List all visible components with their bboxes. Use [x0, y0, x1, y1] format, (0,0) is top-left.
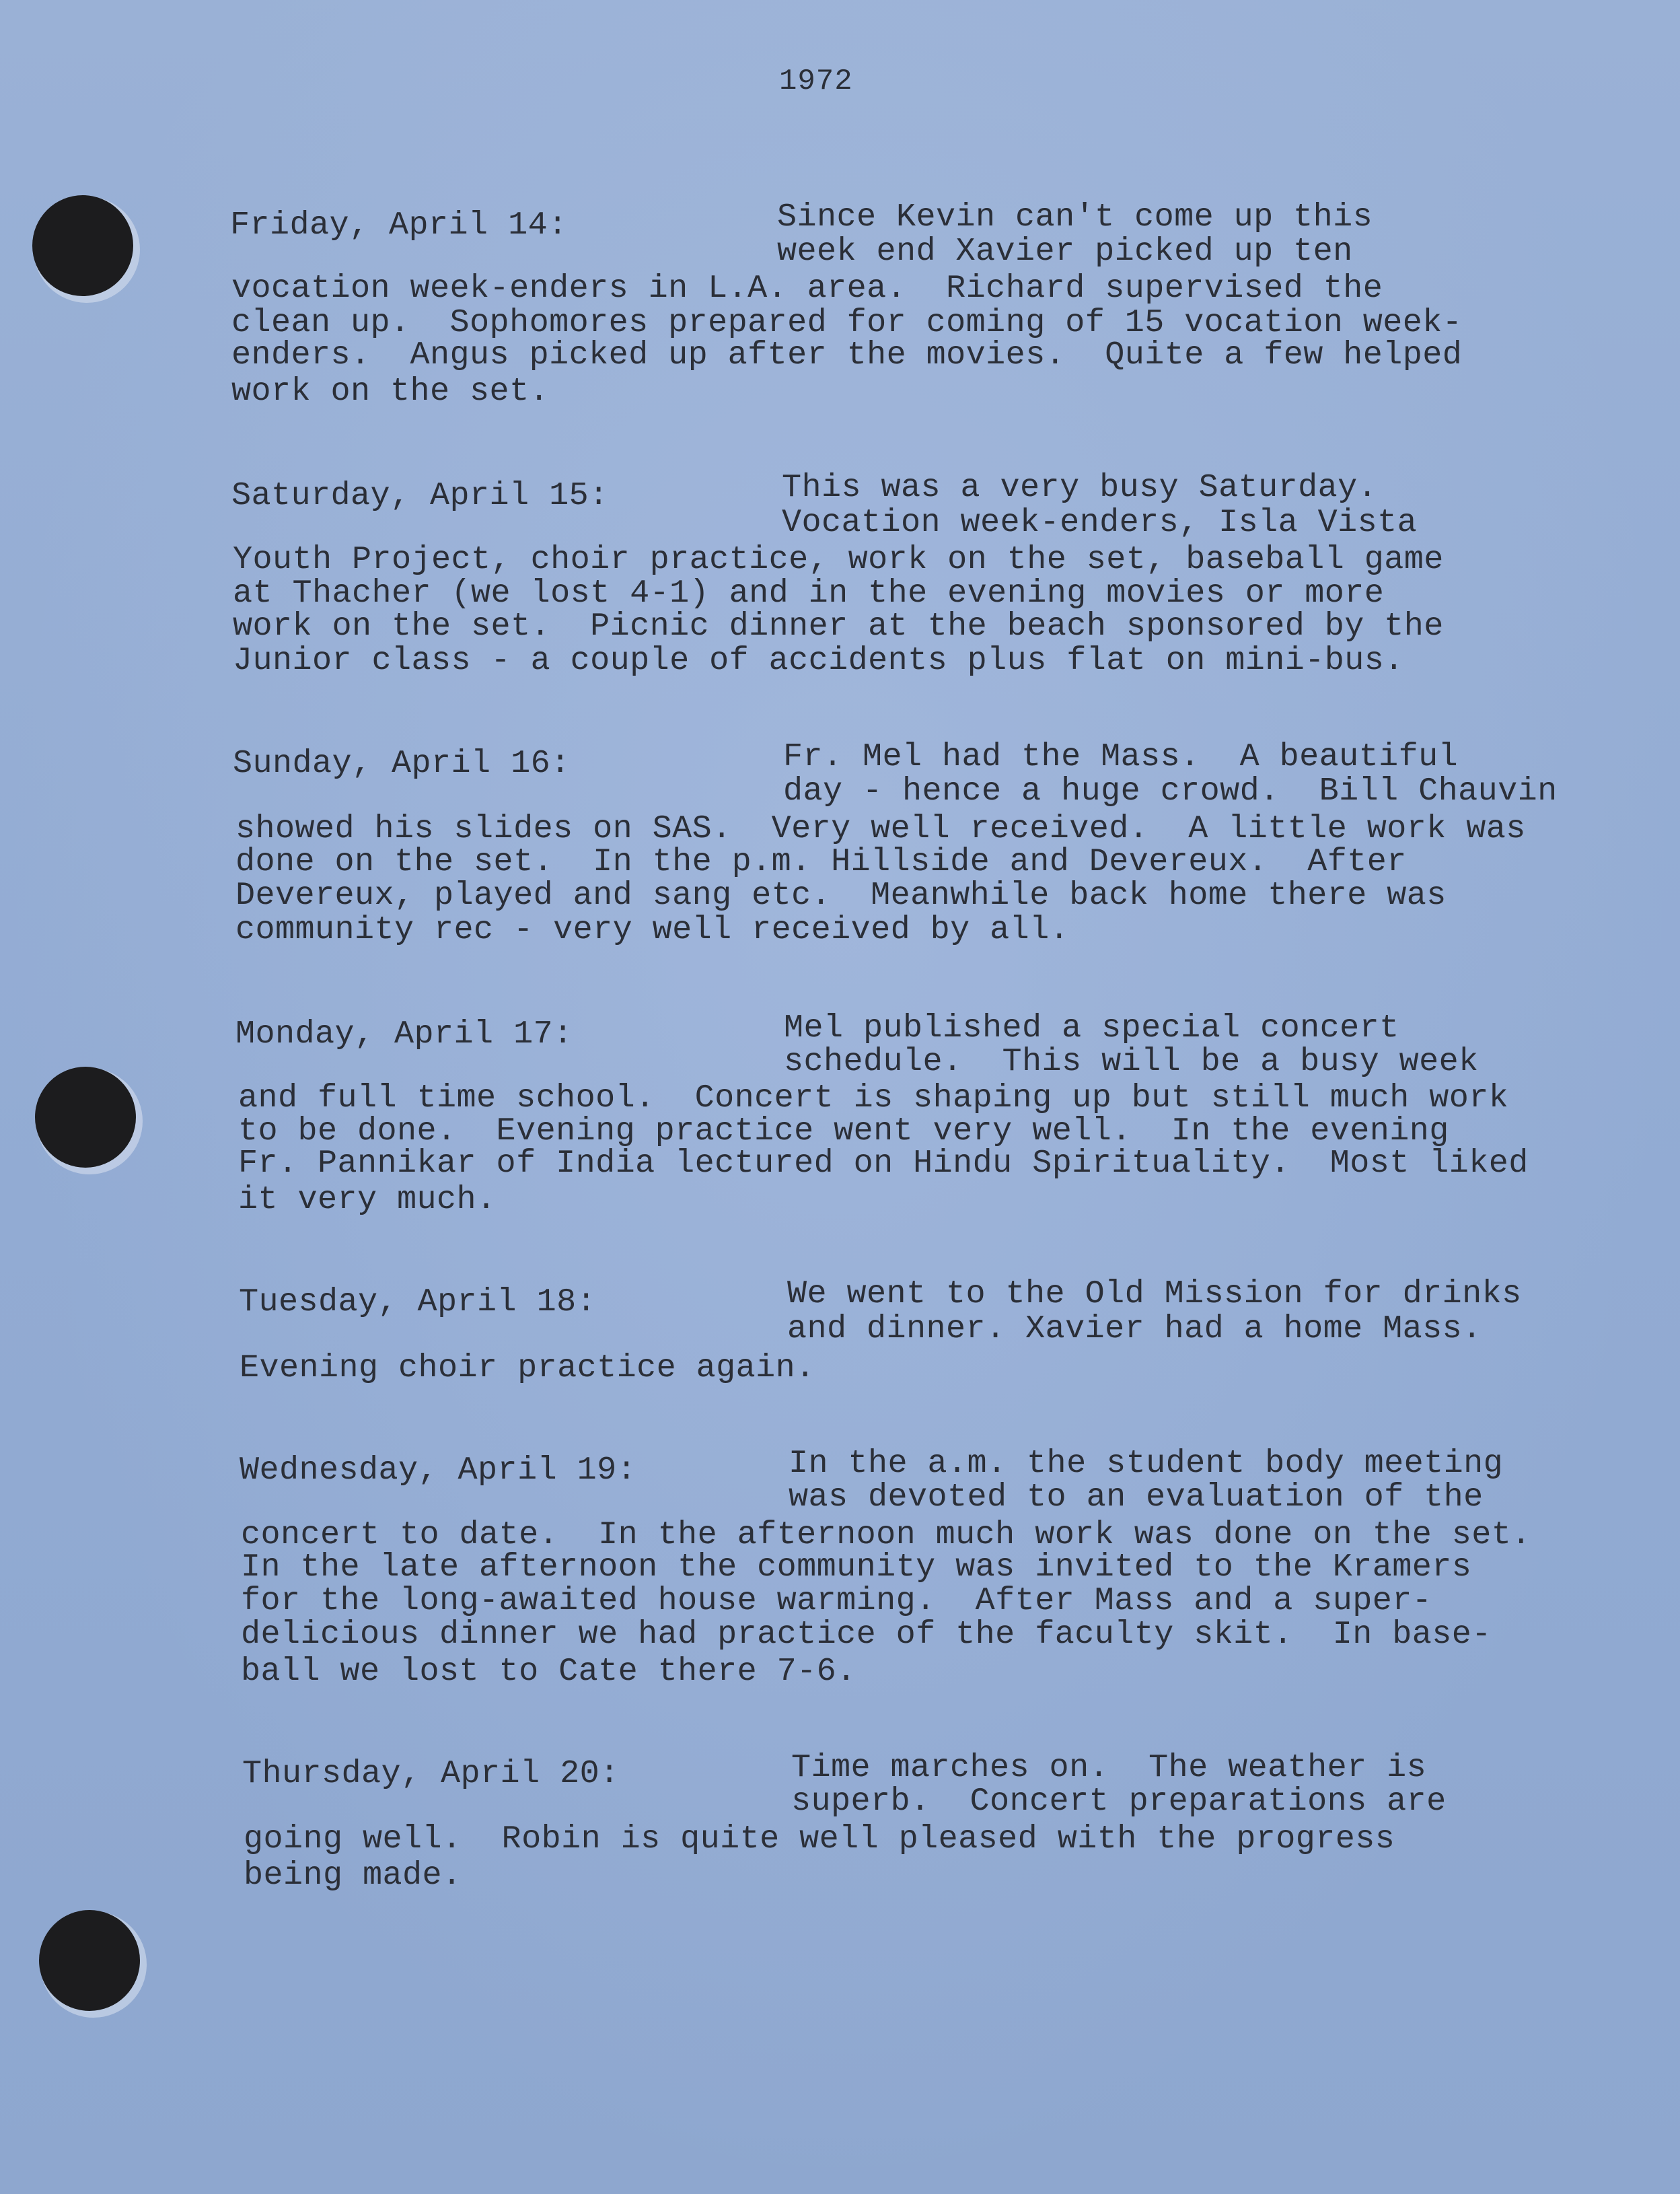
entry-text-line: and full time school. Concert is shaping up but still much work: [238, 1080, 1509, 1117]
entry-text-line: to be done. Evening practice went very well. In the evening: [238, 1112, 1449, 1149]
entry-text-line: In the late afternoon the community was invited to the Kramers: [241, 1549, 1472, 1586]
entry-text-line: it very much.: [238, 1181, 497, 1218]
entry-day-label: Wednesday, April 19:: [240, 1452, 637, 1489]
entry-text-line: concert to date. In the afternoon much work was done on the set.: [241, 1516, 1531, 1553]
entry-text-line: showed his slides on SAS. Very well received. A little work was: [235, 810, 1526, 847]
entry-text-line: Youth Project, choir practice, work on the set, baseball game: [233, 541, 1444, 578]
entry-text-line: community rec - very well received by all.: [235, 911, 1070, 948]
entry-text-line: We went to the Old Mission for drinks: [787, 1275, 1522, 1312]
entry-text-line: was devoted to an evaluation of the: [789, 1479, 1484, 1516]
entry-text-line: clean up. Sophomores prepared for coming of 15 vocation week-: [231, 304, 1463, 341]
binder-hole-middle: [35, 1067, 136, 1168]
entry-day-label: Thursday, April 20:: [242, 1755, 620, 1792]
entry-day-label: Saturday, April 15:: [231, 477, 609, 514]
entry-text-line: and dinner. Xavier had a home Mass.: [787, 1310, 1482, 1347]
entry-text-line: done on the set. In the p.m. Hillside and Devereux. After: [235, 843, 1407, 880]
entry-text-line: Devereux, played and sang etc. Meanwhile back home there was: [235, 877, 1447, 914]
entry-text-line: Time marches on. The weather is: [791, 1749, 1427, 1786]
entry-day-label: Tuesday, April 18:: [239, 1283, 597, 1320]
entry-text-line: enders. Angus picked up after the movies. Quite a few helped: [231, 337, 1463, 374]
entry-text-line: Vocation week-enders, Isla Vista: [782, 504, 1418, 541]
entry-text-line: work on the set.: [231, 373, 550, 410]
entry-text-line: being made.: [244, 1857, 462, 1894]
entry-text-line: Fr. Mel had the Mass. A beautiful: [783, 738, 1459, 775]
entry-text-line: ball we lost to Cate there 7-6.: [241, 1653, 856, 1690]
entry-text-line: work on the set. Picnic dinner at the beach sponsored by the: [233, 608, 1444, 645]
entry-text-line: Evening choir practice again.: [240, 1349, 815, 1386]
entry-text-line: superb. Concert preparations are: [791, 1783, 1447, 1820]
entry-text-line: vocation week-enders in L.A. area. Richard supervised the: [231, 270, 1383, 307]
page-year: 1972: [779, 65, 853, 98]
entry-text-line: Mel published a special concert: [784, 1010, 1399, 1047]
entry-text-line: schedule. This will be a busy week: [784, 1043, 1479, 1080]
entry-text-line: for the long-awaited house warming. After Mass and a super-: [241, 1582, 1432, 1619]
entry-day-label: Monday, April 17:: [235, 1016, 573, 1053]
entry-text-line: In the a.m. the student body meeting: [789, 1445, 1504, 1482]
entry-text-line: week end Xavier picked up ten: [777, 233, 1353, 270]
entry-text-line: day - hence a huge crowd. Bill Chauvin: [783, 773, 1558, 810]
entry-text-line: delicious dinner we had practice of the faculty skit. In base-: [241, 1616, 1492, 1653]
entry-text-line: going well. Robin is quite well pleased with the progress: [244, 1820, 1395, 1857]
binder-hole-bottom: [39, 1910, 140, 2011]
entry-text-line: Fr. Pannikar of India lectured on Hindu Spirituality. Most liked: [238, 1145, 1529, 1182]
entry-text-line: This was a very busy Saturday.: [782, 469, 1378, 506]
binder-hole-top: [32, 195, 133, 296]
entry-day-label: Friday, April 14:: [230, 207, 568, 244]
entry-text-line: Since Kevin can't come up this: [777, 199, 1373, 236]
entry-text-line: Junior class - a couple of accidents plus flat on mini-bus.: [233, 642, 1404, 679]
entry-day-label: Sunday, April 16:: [233, 745, 571, 782]
entry-text-line: at Thacher (we lost 4-1) and in the evening movies or more: [233, 575, 1385, 612]
